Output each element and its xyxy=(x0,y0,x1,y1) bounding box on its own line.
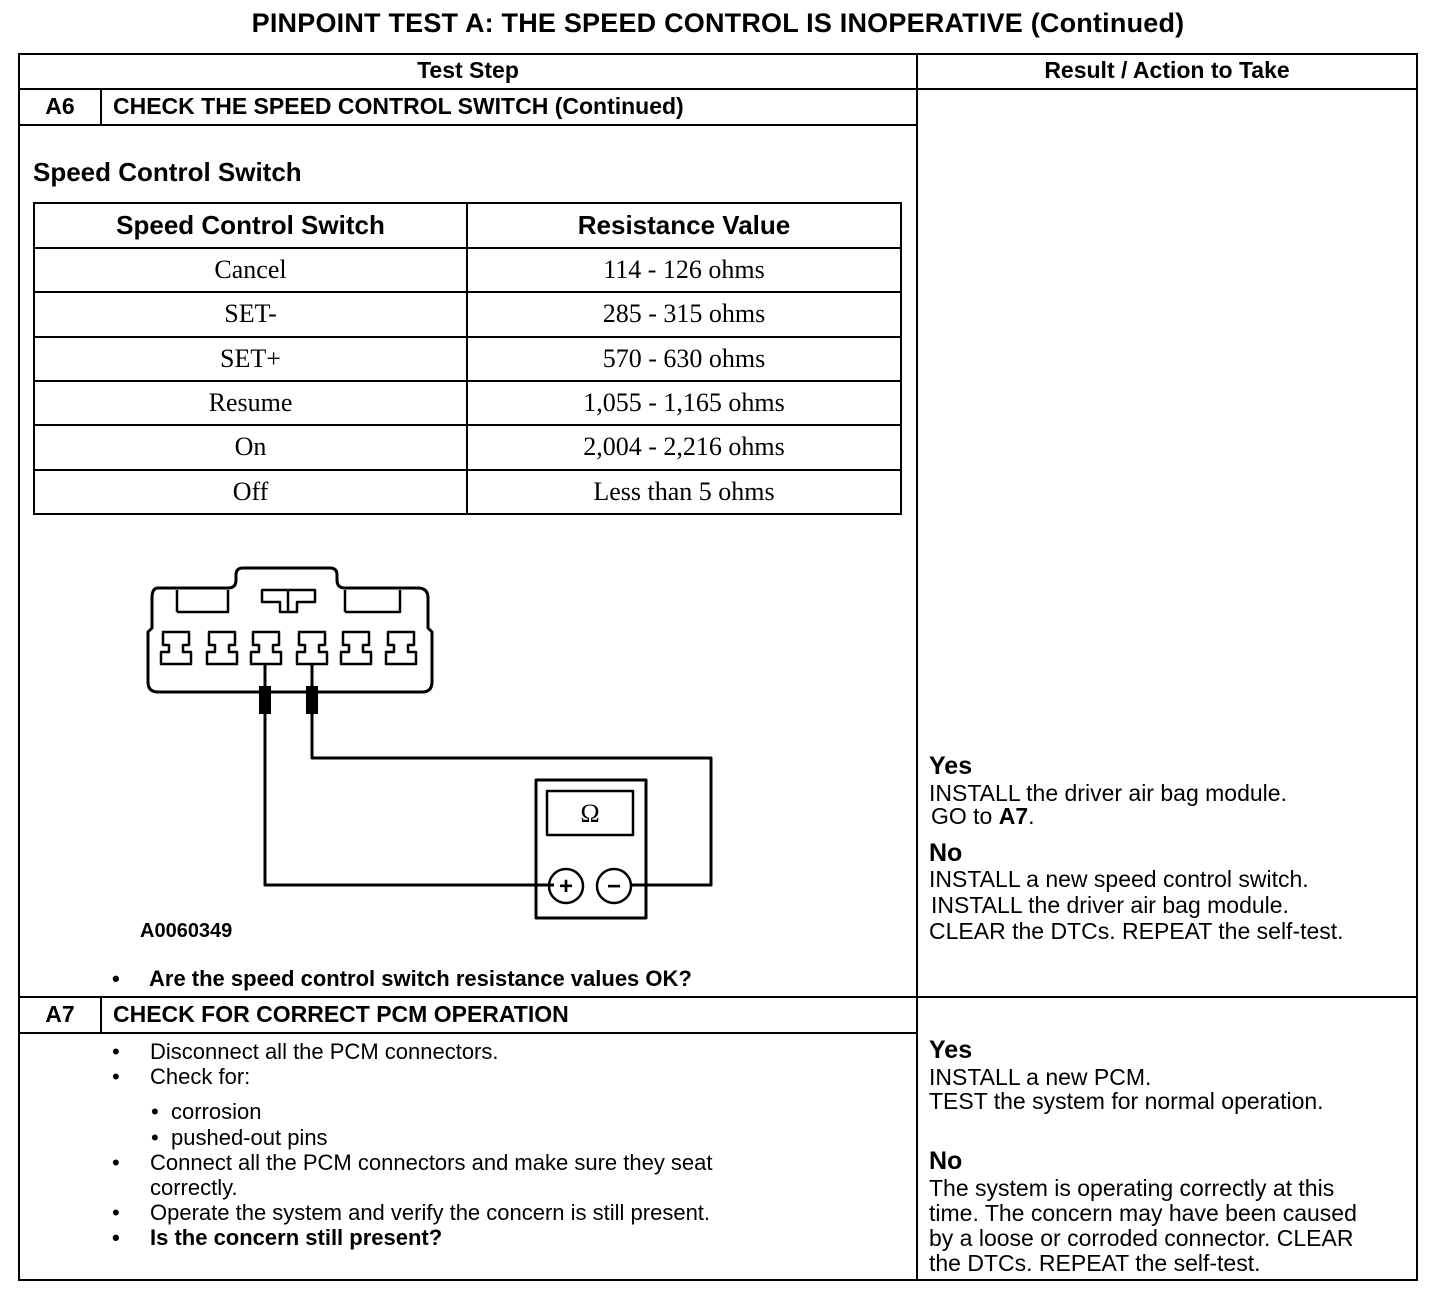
bullet-dot: • xyxy=(112,1064,120,1089)
step-a7-id: A7 xyxy=(45,1001,75,1027)
table-row xyxy=(34,425,901,469)
plus-symbol: + xyxy=(558,873,574,900)
column-divider xyxy=(916,53,918,1281)
a6-question: Are the speed control switch resistance values OK? xyxy=(149,966,692,991)
speed-control-switch-heading: Speed Control Switch xyxy=(33,157,302,187)
header-test-step: Test Step xyxy=(417,57,519,83)
a7-yes-line: INSTALL a new PCM. xyxy=(929,1064,1152,1090)
a6-question-bullet: • xyxy=(112,966,120,991)
resistance-value: 114 - 126 ohms xyxy=(467,248,901,292)
sub-bullet-dot: • xyxy=(151,1125,159,1150)
a6-yes-goto[interactable]: GO to A7. xyxy=(931,803,1035,829)
a7-yes-line: TEST the system for normal operation. xyxy=(929,1088,1324,1114)
page-title: PINPOINT TEST A: THE SPEED CONTROL IS INOPERATIVE (Continued) xyxy=(251,8,1185,38)
header-divider xyxy=(18,88,1418,90)
a7-title-divider xyxy=(18,1032,918,1034)
a7-no-line: The system is operating correctly at this xyxy=(929,1175,1335,1201)
resistance-header-value: Resistance Value xyxy=(467,203,901,248)
step-a7-title: CHECK FOR CORRECT PCM OPERATION xyxy=(113,1001,569,1027)
a6-no-line: INSTALL the driver air bag module. xyxy=(931,892,1289,918)
ohm-symbol: Ω xyxy=(580,799,600,828)
a6-title-divider xyxy=(18,124,918,126)
a6-yes-line xyxy=(931,804,1035,828)
figure-label: A0060349 xyxy=(140,920,233,942)
a7-bullet: Check for: xyxy=(150,1064,251,1089)
header-result: Result / Action to Take xyxy=(1044,57,1290,83)
a7-no-label: No xyxy=(929,1147,963,1175)
step-a6-title: CHECK THE SPEED CONTROL SWITCH (Continued) xyxy=(113,93,684,119)
a6-no-line: CLEAR the DTCs. REPEAT the self-test. xyxy=(929,918,1344,944)
switch-position: SET+ xyxy=(34,337,467,381)
a7-question: Is the concern still present? xyxy=(150,1225,443,1250)
switch-position: On xyxy=(34,425,467,469)
bullet-dot: • xyxy=(112,1200,120,1225)
resistance-value: 2,004 - 2,216 ohms xyxy=(467,425,901,469)
a7-bullet: Operate the system and verify the concern is still present. xyxy=(150,1200,711,1225)
table-row xyxy=(34,470,901,514)
step-divider xyxy=(18,996,1418,998)
a7-no-line: time. The concern may have been caused xyxy=(929,1200,1357,1226)
a7-id-divider xyxy=(100,996,102,1033)
resistance-value: 1,055 - 1,165 ohms xyxy=(467,381,901,425)
step-a6-id: A6 xyxy=(45,93,75,119)
a7-yes-label: Yes xyxy=(929,1036,973,1064)
a6-no-line: INSTALL a new speed control switch. xyxy=(929,866,1309,892)
resistance-header-switch: Speed Control Switch xyxy=(34,203,467,248)
bullet-dot: • xyxy=(112,1039,120,1064)
a6-no-label: No xyxy=(929,839,963,867)
a7-sub-bullet: pushed-out pins xyxy=(171,1125,328,1150)
table-row xyxy=(34,292,901,336)
switch-position: SET- xyxy=(34,292,467,336)
a7-bullet: Disconnect all the PCM connectors. xyxy=(150,1039,499,1064)
resistance-table xyxy=(33,202,902,515)
resistance-value: 285 - 315 ohms xyxy=(467,292,901,336)
table-row xyxy=(34,337,901,381)
switch-position: Off xyxy=(34,470,467,514)
table-row xyxy=(34,248,901,292)
a7-sub-bullet: corrosion xyxy=(171,1099,262,1124)
bullet-dot: • xyxy=(112,1150,120,1175)
switch-position: Resume xyxy=(34,381,467,425)
switch-position: Cancel xyxy=(34,248,467,292)
a6-id-divider xyxy=(100,88,102,125)
a7-no-line: by a loose or corroded connector. CLEAR xyxy=(929,1225,1354,1251)
table-row xyxy=(34,381,901,425)
a6-yes-label: Yes xyxy=(929,752,973,780)
a7-bullet: Connect all the PCM connectors and make sure they seat xyxy=(150,1150,713,1175)
a7-bullet-continued: correctly. xyxy=(150,1175,238,1200)
minus-symbol: − xyxy=(606,873,622,900)
sub-bullet-dot: • xyxy=(151,1099,159,1124)
resistance-value: 570 - 630 ohms xyxy=(467,337,901,381)
resistance-value: Less than 5 ohms xyxy=(467,470,901,514)
a6-yes-line: INSTALL the driver air bag module. xyxy=(929,780,1287,806)
a7-no-line: the DTCs. REPEAT the self-test. xyxy=(929,1250,1261,1276)
bullet-dot: • xyxy=(112,1225,120,1250)
